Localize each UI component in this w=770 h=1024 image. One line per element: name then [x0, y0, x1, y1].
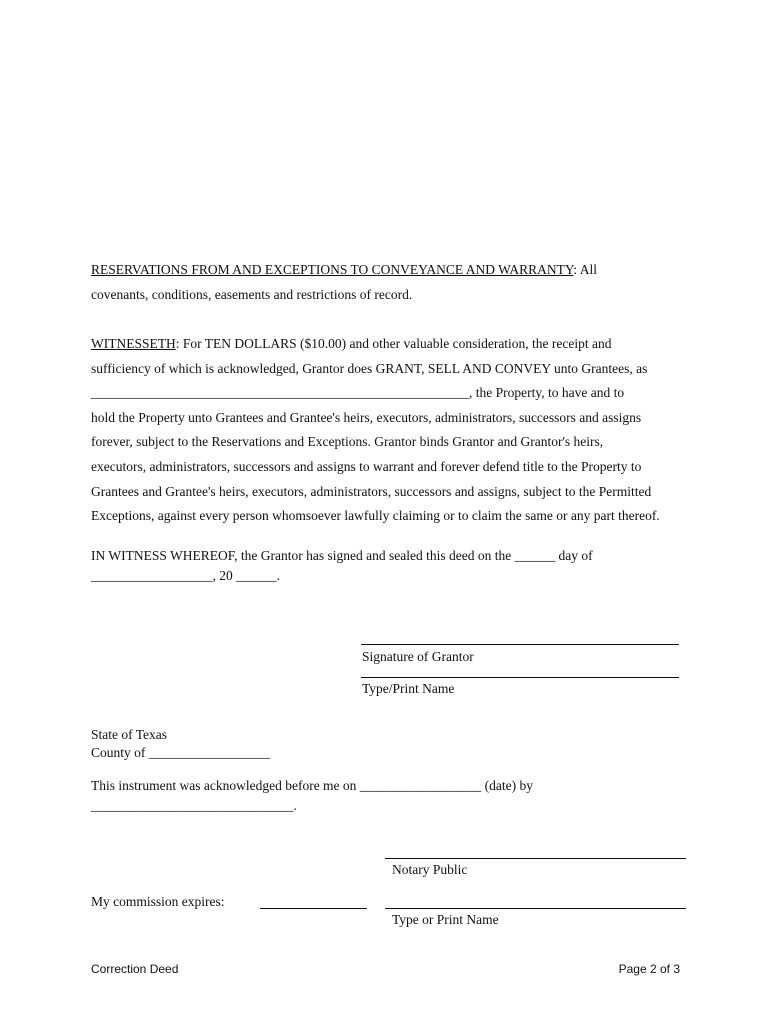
acknowledgment-line-2: ______________________________. — [91, 798, 297, 813]
witnesseth-line-4: hold the Property unto Grantees and Grantee's heirs, executors, administrators, successors and assigns — [91, 409, 642, 425]
grantor-signature-label: Signature of Grantor — [362, 649, 474, 664]
witnesseth-line-3: ________________________________________________________, the Property, to have and to — [91, 385, 625, 401]
witnesseth-line-5: forever, subject to the Reservations and Exceptions. Grantor binds Grantor and Grantor's heirs, — [91, 434, 604, 450]
witnesseth-line-2: sufficiency of which is acknowledged, Grantor does GRANT, SELL AND CONVEY unto Grantees, as — [91, 360, 648, 376]
witnesseth-heading: WITNESSETH — [91, 336, 176, 351]
witnesseth-line-6: executors, administrators, successors and assigns to warrant and forever defend title to the Property to — [91, 458, 642, 474]
in-witness-line-2: __________________, 20 ______. — [91, 568, 280, 583]
commission-expires-label: My commission expires: — [91, 894, 225, 909]
footer-page-number: Page 2 of 3 — [618, 962, 680, 976]
commission-expires-line — [260, 908, 367, 909]
reservations-heading: RESERVATIONS FROM AND EXCEPTIONS TO CONVEYANCE AND WARRANTY — [91, 262, 574, 277]
grantor-print-name-label: Type/Print Name — [362, 681, 455, 696]
footer-title: Correction Deed — [91, 962, 179, 976]
witnesseth-line-7: Grantees and Grantee's heirs, executors, administrators, successors and assigns, subject to the Permitted — [91, 483, 652, 499]
notary-print-name-label: Type or Print Name — [392, 912, 499, 927]
witnesseth-line-1-tail: : For TEN DOLLARS ($10.00) and other valuable consideration, the receipt and — [175, 336, 612, 351]
reservations-paragraph — [91, 258, 681, 307]
reservations-line-1-tail: : All — [573, 262, 598, 277]
in-witness-line-1: IN WITNESS WHEREOF, the Grantor has signed and sealed this deed on the ______ day of — [91, 548, 593, 563]
reservations-line-1 — [91, 258, 681, 283]
witnesseth-line-8: Exceptions, against every person whomsoever lawfully claiming or to claim the same or any part thereof. — [91, 508, 660, 524]
state-label: State of Texas — [91, 727, 168, 742]
notary-public-label: Notary Public — [392, 862, 468, 877]
witnesseth-paragraph — [91, 332, 681, 529]
reservations-line-2: covenants, conditions, easements and restrictions of record. — [91, 286, 413, 302]
county-label: County of __________________ — [91, 745, 271, 760]
witnesseth-line-1 — [91, 332, 681, 357]
in-witness-paragraph — [91, 546, 681, 586]
acknowledgment-line-1: This instrument was acknowledged before me on __________________ (date) by — [91, 778, 534, 793]
